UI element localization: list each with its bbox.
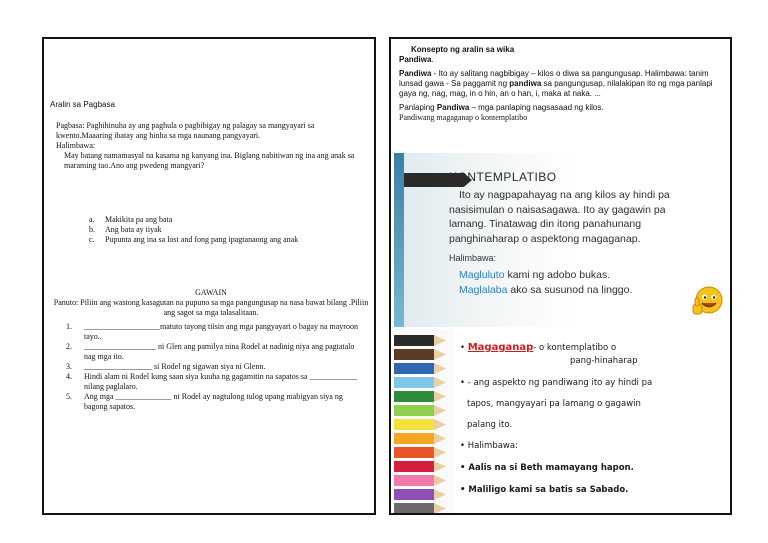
left-worksheet-page [42, 37, 376, 515]
concept-header [399, 45, 729, 123]
definition-line: palang ito. [467, 420, 513, 430]
choice-item [89, 225, 359, 235]
panlapi-term: Pandiwa [436, 103, 470, 112]
pandiwa-heading [399, 55, 729, 65]
panlapi-prefix: Panlaping [399, 103, 437, 112]
magaganap-slide [394, 329, 728, 515]
slide-halimbawa-label: Halimbawa: [449, 253, 497, 263]
list-item [66, 372, 362, 392]
slide-examples [459, 268, 632, 298]
halimbawa-line: • Halimbawa: [460, 441, 518, 451]
choice-label: a. [89, 215, 95, 224]
def-text: - Ito ay salitang nagbibigay – kilos o diwa sa pangungusap. Halimbawa: tanim lunsad gawa - Sa paggamit ng [399, 69, 709, 88]
item-text: Ang mga ______________ ni Rodel ay nagtulong tulog upang mabigyan siya ng bagong sapatos. [84, 392, 343, 411]
choice-text: Makikita pa ang bata [105, 215, 173, 224]
colored-pencils-image [394, 329, 454, 515]
panlapi-suffix: – mga panlaping nagsasaad ng kilos. [469, 103, 604, 112]
example-rest: ako sa susunod na linggo. [507, 284, 633, 296]
example-line: • Maliligo kami sa batis sa Sabado. [460, 485, 629, 495]
pagbasa-text: Pagbasa: Paghihinuha ay ang paghula o pagbibigay ng palagay sa mangyayari sa kwento.Maaaring ibatay ang hinha sa mga naunang pangyayari. [56, 121, 315, 140]
pandiwa-heading-term: Pandiwa [399, 55, 432, 64]
choice-text: Ang bata ay iiyak [105, 225, 162, 234]
example-sentence [459, 268, 632, 283]
choice-label: b. [89, 225, 95, 234]
item-number: 3. [66, 362, 72, 371]
def-term: Pandiwa [399, 69, 432, 78]
pandiwang-line: Pandiwang magaganap o kontemplatibo [399, 113, 528, 122]
story-text: May batang namamasyal na kasama ng kanyang ina. Biglang nabitiwan ng ina ang anak sa maraming tao.Ano ang pwedeng mangyari? [64, 151, 355, 170]
item-text: __________________ ni Glen ang pamilya nina Rodel at nadinig niya ang pagtatalo nag mga ito. [84, 342, 355, 361]
def-text2: sa pangungusap, nilalakipan ito ng mga panlapi gaya ng, nag, mag, in o hin, an o han, i, maka at naka. ... [399, 79, 713, 98]
example-line: • Aalis na si Beth mamayang hapon. [460, 463, 634, 473]
example-rest: kami ng adobo bukas. [504, 269, 611, 281]
magaganap-line-cont: pang-hinaharap [570, 356, 638, 366]
choice-item [89, 235, 359, 245]
halimbawa-label: Halimbawa: [56, 141, 96, 150]
slide-heading: KONTEMPLATIBO [449, 170, 557, 184]
kontemplatibo-slide [394, 153, 728, 327]
lesson-title: Aralin sa Pagbasa [50, 100, 115, 109]
slide-accent-stripe [394, 153, 404, 327]
item-number: 5. [66, 392, 72, 401]
magaganap-line-rest: - o kontemplatibo o [533, 343, 617, 353]
item-number: 1. [66, 322, 72, 331]
definition-line: tapos, mangyayari pa lamang o gagawin [467, 399, 641, 409]
gawain-list [66, 322, 362, 412]
gawain-title: GAWAIN [195, 288, 227, 297]
pandiwa-definition [399, 69, 729, 99]
item-text: ___________________matuto tayong tiisin ang mga pangyayari o bagay na mayroon tayo.. [84, 322, 358, 341]
list-item [66, 362, 362, 372]
panlapi-line [399, 103, 729, 113]
list-item [66, 392, 362, 412]
choice-item [89, 215, 359, 225]
def-term2: pandiwa [509, 79, 542, 88]
pagbasa-section [50, 121, 368, 171]
smiley-thumbs-up-icon [691, 284, 725, 318]
slide-text-line: Ito ay nagpapahayag na ang kilos ay hindi pa [459, 189, 670, 201]
list-item [66, 322, 362, 342]
item-number: 4. [66, 372, 72, 381]
item-text: _________________ si Rodel ng sigawan siya ni Glenn. [84, 362, 266, 371]
definition-line: • - ang aspekto ng pandiwang ito ay hindi pa [460, 378, 653, 388]
list-item [66, 342, 362, 362]
choice-text: Pupunta ang ina sa lost and fong pang ipagtanaong ang anak [105, 235, 299, 244]
example-verb: Magluluto [459, 269, 505, 281]
pandiwa-heading-suffix: . [431, 55, 434, 64]
magaganap-line [460, 342, 616, 353]
item-number: 2. [66, 342, 72, 351]
slide-text-line: nasisimulan o naisasagawa. Ito ay gagawin pa [449, 203, 666, 216]
magaganap-term: Magaganap [467, 342, 534, 353]
choices-list [89, 215, 359, 245]
item-text: Hindi alam ni Rodel kung saan siya kuuha ng gagamitin na sapatos sa ____________ nilang paglalaro. [84, 372, 358, 391]
bullet: • [460, 343, 466, 353]
right-concept-page [389, 37, 732, 515]
choice-label: c. [89, 235, 95, 244]
slide-text-line: lamang. Tinatawag din itong panahunang [449, 218, 642, 230]
example-verb: Maglalaba [459, 284, 508, 296]
slide-text-line: panghinaharap o aspektong magaganap. [449, 232, 641, 245]
panuto-text: Panuto: Piliin ang wastong kasagutan na pupuno sa mga pangungusap na nasa bawat bilang .Piliin ang sagot sa mga talasalitaan. [53, 298, 369, 317]
slide-definition [449, 188, 721, 246]
concept-title: Konsepto ng aralin sa wika [411, 45, 515, 54]
example-sentence [459, 283, 632, 298]
